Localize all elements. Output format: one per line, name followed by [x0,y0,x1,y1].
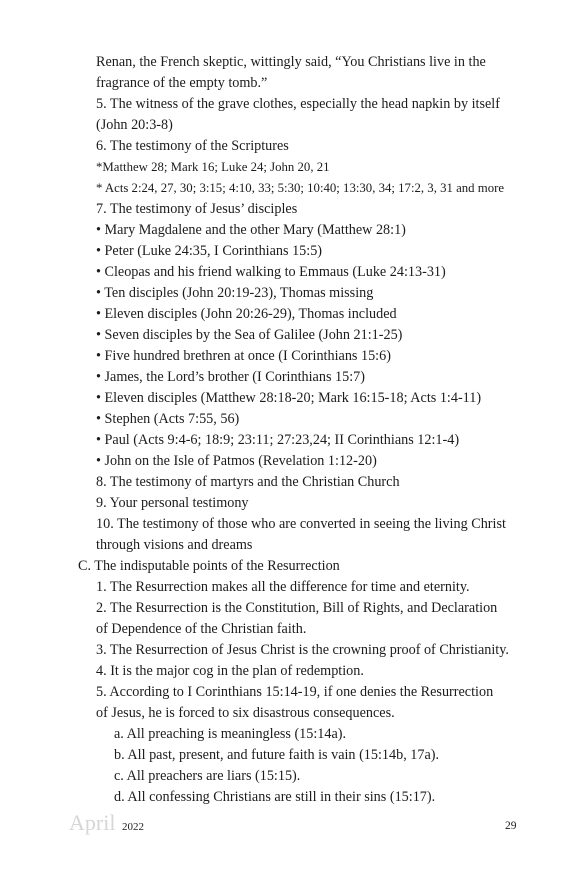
bullet-item: • John on the Isle of Patmos (Revelation 1:12-20) [96,453,377,469]
bullet-item: • Peter (Luke 24:35, I Corinthians 15:5) [96,243,323,259]
bullet-item: • Five hundred brethren at once (I Corinthians 15:6) [96,348,391,364]
bullet-item: • Mary Magdalene and the other Mary (Matthew 28:1) [96,222,406,238]
sub-list-item: c. All preachers are liars (15:15). [114,768,301,784]
bullet-item: • Paul (Acts 9:4-6; 18:9; 23:11; 27:23,24; II Corinthians 12:1-4) [96,432,460,448]
list-item: 5. According to I Corinthians 15:14-19, if one denies the Resurrection [96,684,494,700]
sub-list-item: b. All past, present, and future faith is vain (15:14b, 17a). [114,747,440,763]
text-line: Renan, the French skeptic, wittingly said, “You Christians live in the [96,54,486,70]
scripture-reference: *Matthew 28; Mark 16; Luke 24; John 20, 21 [96,160,330,174]
bullet-item: • Eleven disciples (John 20:26-29), Thomas included [96,306,397,322]
list-item: 9. Your personal testimony [96,495,249,511]
list-item: 7. The testimony of Jesus’ disciples [96,201,298,217]
section-heading: C. The indisputable points of the Resurrection [78,558,340,574]
list-item: 2. The Resurrection is the Constitution, Bill of Rights, and Declaration [96,600,498,616]
list-item: 5. The witness of the grave clothes, especially the head napkin by itself [96,96,500,112]
sub-list-item: d. All confessing Christians are still in their sins (15:17). [114,789,436,805]
list-item: 8. The testimony of martyrs and the Christian Church [96,474,400,490]
text-line: through visions and dreams [96,537,253,553]
list-item: 6. The testimony of the Scriptures [96,138,289,154]
bullet-item: • Stephen (Acts 7:55, 56) [96,411,240,427]
scripture-reference: * Acts 2:24, 27, 30; 3:15; 4:10, 33; 5:30; 10:40; 13:30, 34; 17:2, 3, 31 and more [96,181,505,195]
bullet-item: • Seven disciples by the Sea of Galilee (John 21:1-25) [96,327,403,343]
bullet-item: • Eleven disciples (Matthew 28:18-20; Mark 16:15-18; Acts 1:4-11) [96,390,482,406]
list-item: 3. The Resurrection of Jesus Christ is the crowning proof of Christianity. [96,642,509,658]
list-item: 1. The Resurrection makes all the difference for time and eternity. [96,579,470,595]
text-line: (John 20:3-8) [96,117,173,133]
page-number: 29 [505,820,517,832]
bullet-item: • Ten disciples (John 20:19-23), Thomas missing [96,285,374,301]
footer-year: 2022 [122,821,144,833]
text-line: fragrance of the empty tomb.” [96,75,268,91]
text-line: of Dependence of the Christian faith. [96,621,307,637]
text-line: of Jesus, he is forced to six disastrous consequences. [96,705,395,721]
list-item: 4. It is the major cog in the plan of redemption. [96,663,364,679]
footer-month: April [69,810,116,835]
bullet-item: • James, the Lord’s brother (I Corinthians 15:7) [96,369,365,385]
list-item: 10. The testimony of those who are converted in seeing the living Christ [96,516,506,532]
bullet-item: • Cleopas and his friend walking to Emmaus (Luke 24:13-31) [96,264,446,280]
sub-list-item: a. All preaching is meaningless (15:14a). [114,726,347,742]
